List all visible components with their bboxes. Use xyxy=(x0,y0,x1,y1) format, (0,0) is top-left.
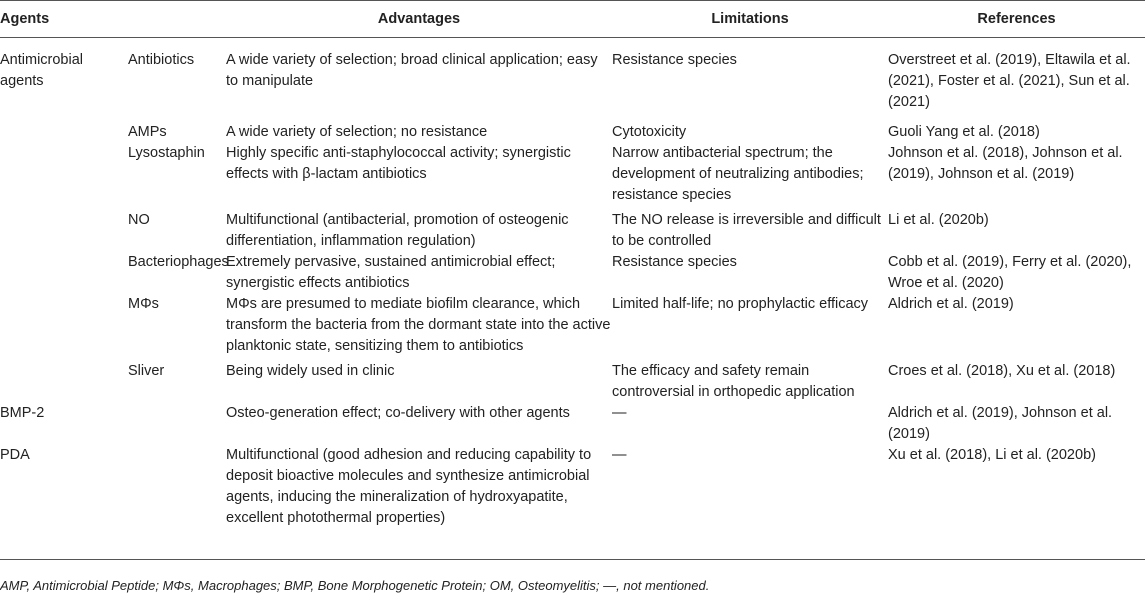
references-cell: Xu et al. (2018), Li et al. (2020b) xyxy=(888,445,1145,560)
subagent-cell: Sliver xyxy=(128,362,165,379)
advantages-cell: A wide variety of selection; broad clinical application; easy to manipulate xyxy=(226,52,598,89)
subagent-cell: Bacteriophages xyxy=(128,253,229,270)
references-cell: Aldrich et al. (2019) xyxy=(888,295,1014,312)
limitations-cell: — xyxy=(612,404,627,421)
header-advantages: Advantages xyxy=(226,1,612,38)
advantages-cell: Multifunctional (antibacterial, promotion of osteogenic differentiation, inflammation regulation) xyxy=(226,211,569,249)
table-row xyxy=(0,294,1145,357)
advantages-cell: Multifunctional (good adhesion and reducing capability to deposit bioactive molecules and synthesize antimicrobial agents, inducing the mineralization of hydroxyapatite, excellent photothermal properties) xyxy=(226,445,612,560)
references-cell: Johnson et al. (2018), Johnson et al. (2019), Johnson et al. (2019) xyxy=(888,144,1123,182)
limitations-cell: The efficacy and safety remain controversial in orthopedic application xyxy=(612,362,855,400)
table-row xyxy=(0,403,1145,445)
limitations-cell: Narrow antibacterial spectrum; the development of neutralizing antibodies; resistance species xyxy=(612,144,864,203)
table-row xyxy=(0,122,1145,143)
table-row xyxy=(0,445,1145,560)
limitations-cell: Limited half-life; no prophylactic efficacy xyxy=(612,295,869,312)
references-cell: Cobb et al. (2019), Ferry et al. (2020), Wroe et al. (2020) xyxy=(888,253,1132,291)
table-footnote: AMP, Antimicrobial Peptide; MΦs, Macrophages; BMP, Bone Morphogenetic Protein; OM, Osteomyelitis; —, not mentioned. xyxy=(0,578,710,593)
limitations-cell: Cytotoxicity xyxy=(612,123,687,140)
group-cell: PDA xyxy=(0,445,128,560)
header-references: References xyxy=(888,1,1145,38)
header-limitations: Limitations xyxy=(612,1,888,38)
subagent-cell xyxy=(128,403,226,445)
subagent-cell: AMPs xyxy=(128,123,167,140)
references-cell: Croes et al. (2018), Xu et al. (2018) xyxy=(888,362,1116,379)
references-cell: Guoli Yang et al. (2018) xyxy=(888,123,1040,140)
group-cell xyxy=(0,143,128,206)
group-cell xyxy=(0,122,128,143)
group-cell xyxy=(0,206,128,252)
advantages-cell: A wide variety of selection; no resistance xyxy=(226,123,488,140)
references-cell: Li et al. (2020b) xyxy=(888,211,989,228)
header-row xyxy=(0,1,1145,38)
table-row xyxy=(0,206,1145,252)
limitations-cell: Resistance species xyxy=(612,52,737,68)
table-row xyxy=(0,357,1145,403)
limitations-cell: The NO release is irreversible and difficult to be controlled xyxy=(612,211,881,249)
subagent-cell: MΦs xyxy=(128,295,159,312)
subagent-cell: NO xyxy=(128,211,150,228)
subagent-cell: Antibiotics xyxy=(128,52,195,68)
group-cell xyxy=(0,252,128,294)
subagent-cell xyxy=(128,445,226,560)
table-row xyxy=(0,143,1145,206)
group-cell xyxy=(0,357,128,403)
group-cell: Antimicrobial agents xyxy=(0,52,83,89)
advantages-cell: Highly specific anti-staphylococcal activity; synergistic effects with β-lactam antibiotics xyxy=(226,144,571,182)
header-agents: Agents xyxy=(0,1,226,38)
advantages-cell: Being widely used in clinic xyxy=(226,362,395,379)
limitations-cell: — xyxy=(612,445,888,560)
subagent-cell: Lysostaphin xyxy=(128,144,205,161)
advantages-cell: MΦs are presumed to mediate biofilm clearance, which transform the bacteria from the dormant state into the active planktonic state, sensitizing them to antibiotics xyxy=(226,295,611,354)
group-cell: BMP-2 xyxy=(0,404,45,421)
advantages-cell: Extremely pervasive, sustained antimicrobial effect; synergistic effects antibiotics xyxy=(226,253,556,291)
references-cell: Aldrich et al. (2019), Johnson et al. (2019) xyxy=(888,404,1113,442)
references-cell: Overstreet et al. (2019), Eltawila et al. (2021), Foster et al. (2021), Sun et al. (2021) xyxy=(888,52,1131,110)
limitations-cell: Resistance species xyxy=(612,253,737,270)
advantages-cell: Osteo-generation effect; co-delivery with other agents xyxy=(226,404,570,421)
table-row xyxy=(0,38,1145,122)
table-row xyxy=(0,252,1145,294)
group-cell xyxy=(0,294,128,357)
